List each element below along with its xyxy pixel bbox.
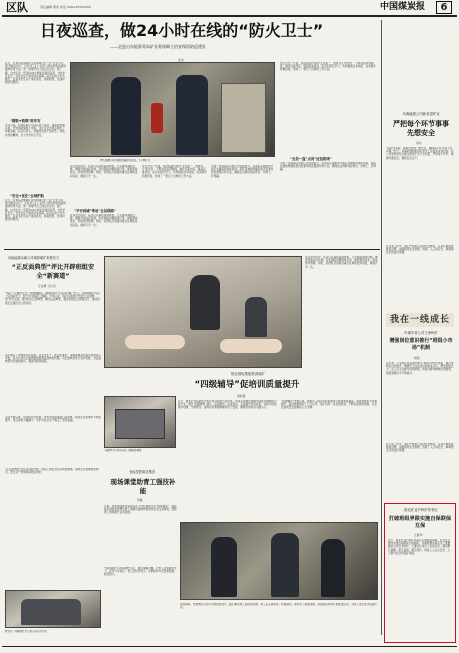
- classroom-photo: [104, 396, 176, 448]
- bottom-left-body: 日前，晋能控股煤业集团在井下作业现场开设“现场课堂”，由经验丰富的老师傅为青工讲解设备操作要领和安全注意事项，帮助青工快速提升业务技能。: [104, 505, 177, 515]
- bottom-center-body: 培训期间，老师傅们手把手传授经验技巧，耐心解答青工提出的问题。青工们认真听讲、积极提问，现场学习氛围浓厚。该集团将持续开展此类活动，为青工成长成才搭建平台。: [180, 603, 378, 610]
- left-story-body-2: 该矿制定了详细的评比标准，从安全生产、质量标准化、现场管理等方面对班组进行考核，每月评选出正面典型班组和反面典型班组。对正面典型进行表彰奖励，对反面典型进行通报批评，督促其整改提高。: [5, 354, 101, 364]
- left-story-kicker: 河南能源永煤公司城郊煤矿举措有力: [8, 256, 59, 260]
- center-story-body-right: “四级辅导”实施以来，参培员工的业务技能和综合素质明显提高，班组管理水平显著提升，培训效果得到了广泛认可。该矿将进一步总结经验，不断完善培训机制，为企业高质量发展提供人才支撑。: [281, 400, 378, 410]
- center-story-body-left: 近日，淮北矿业集团在芦岭矿举办班组长培训班。培训采用理论讲解与现场实操相结合的方式，通过“四级辅导”模式，层层推进、步步落实，全面提升培训质量。该模式包括集中授课、分组研讨、现场指导和跟踪辅导四个层级，确保培训内容入脑入心。: [178, 400, 277, 410]
- worker-figure-1: [211, 537, 237, 597]
- bottom-right-byline: 王新华: [414, 533, 423, 537]
- bottom-right-kicker: 淮北矿业芦岭矿综采区: [404, 508, 438, 512]
- lead-body-mid: 在巡逻过程中，队员们认真检查消防栓、灭火器等消防设施，确保设施完好有效。对发现的问题现场记录，督促整改落实，形成闭环管理。同时，巡逻队还加强对重点区域的夜间巡查，确保万无一失。: [70, 165, 138, 178]
- bottom-rule: [2, 646, 457, 647]
- right-story2-kicker: 中煤华晋公司王家岭矿: [404, 331, 438, 335]
- first-aid-photo: [104, 256, 302, 368]
- right-story-byline: 李东: [416, 141, 422, 145]
- right-story2-body: 近年来，王家岭矿在班组中推行“班组小市场”机制，通过市场化运作模式，增强员工岗位意识和成本意识，激发班组活力。员工们主动参与班组管理，积极为降本增效出谋划策，班组管理水平不断提升。: [386, 362, 454, 375]
- lead-photo-patrol: [70, 62, 275, 157]
- worker-figure-3: [321, 539, 345, 597]
- bottom-right-headline: 打破班组界限实施自保联保互保: [388, 516, 452, 529]
- page-number: 6: [436, 1, 452, 14]
- lead-headline: 日夜巡查，做24小时在线的“防火卫士”: [40, 21, 324, 40]
- lead-body-right: 在安全生产方面，巡逻队始终坚持“安全第一、预防为主”的方针，不断完善巡逻制度，细化巡查内容，提高巡查质量。队员们相互学习，共同提高业务技能，在实践中积累经验，形成了一套行之有效的工作方法。: [280, 62, 376, 72]
- worker-figure-2: [271, 533, 299, 597]
- lead-body-left-2: 今年以来，巡逻队累计出动巡查千余次，排查隐患数百项，开展消防演练十余场，为矿区安全稳定做出了积极贡献。队员们表示，将继续发扬不怕吃苦、连续作战的精神，全力守护矿区平安。: [5, 124, 65, 137]
- lead-body-mid-2: 在巡逻过程中，队员们认真检查消防栓、灭火器等消防设施，确保设施完好有效。对发现的问题现场记录，督促整改落实，形成闭环管理。同时，巡逻队还加强对重点区域的夜间巡查，确保万无一失。: [70, 214, 138, 227]
- lead-body-center-2: 为进一步提高队员的应急处置能力，巡逻队定期组织开展应急演练和技能培训，使队员熟练掌握各类突发事件的处置程序和方法，确保在关键时刻拉得出、冲得上、打得赢。: [211, 165, 274, 178]
- trainee-figure: [245, 297, 267, 337]
- bottom-right-body: 近日，淮北矿业芦岭矿综采区打破班组界限，在全区范围内实施自保联保互保制度。该制度要求每名员工既要做好自身安全防护，又要关注身边工友的安全，做到相互提醒、相互监督、相互保护，形成人人关心安全、人人参与安全的良好氛围。: [388, 539, 451, 555]
- right-story-kicker: 乌海能源公司新希望矿业: [402, 112, 440, 116]
- left-story-photo: [5, 590, 101, 628]
- group-figures: [21, 599, 81, 625]
- lead-subhead: ——走进山东能源青岛矿业务保障主治安保消防巡逻队: [110, 44, 206, 49]
- lead-body-center: 在安全生产方面，巡逻队始终坚持“安全第一、预防为主”的方针，不断完善巡逻制度，细化巡查内容，提高巡查质量。队员们相互学习，共同提高业务技能，在实践中积累经验，形成了一套行之有效的工作方法。: [142, 165, 207, 178]
- editor-line: 责任编辑 周亮 电话 0000-67555000: [40, 5, 91, 9]
- officer-figure-1: [111, 77, 141, 155]
- lead-sub1: “钢铁+铁锁”筑牢安: [10, 119, 41, 123]
- dummy-shape-2: [220, 339, 282, 353]
- right-story2-body-2: 在日常工作中，他们严格执行各项安全制度，认真开展隐患排查治理，加强现场安全管理，形成了人人讲安全、事事想安全的良好氛围。: [386, 443, 454, 453]
- paper-name: 中国煤炭报: [380, 2, 426, 12]
- bottom-center-photo: [180, 522, 378, 600]
- bottom-left-byline: 李磊: [137, 498, 143, 502]
- dummy-shape-1: [125, 335, 185, 349]
- left-story-byline: 王金勇 马小田: [38, 284, 56, 288]
- left-story-photo-caption: 图为员工“开展班组”正在进行安全互查学习。: [5, 630, 49, 633]
- lead-photo-caption: 图为巡逻队员对消防设施进行检查。王子照片文: [100, 159, 151, 162]
- lead-body-right-2: 为进一步提高队员的应急处置能力，巡逻队定期组织开展应急演练和技能培训，使队员熟练掌握各类突发事件的处置程序和方法，确保在关键时刻拉得出、冲得上、打得赢。: [280, 162, 376, 172]
- officer-figure-2: [176, 75, 208, 155]
- lead-sub3: “平安同城”带动“全员保障”: [74, 209, 116, 213]
- fire-extinguisher-shape: [151, 103, 163, 133]
- right-story-headline: 严把每个环节事事先想安全: [393, 120, 449, 137]
- lead-body-left: 近日，在青岛能源新矿业务保障分会一起“安全示范周”消防活动上，区队员工们一起学习防火知识和消防器材使用方法。进一步提升员工的安全意识。据了解，这支队伍一直坚持24小时轮流值班巡逻，守护矿区安全，为安全生产提供坚实保障。队员们每天早出晚归，巡查全矿区各个重点部位，排查隐患，发现问题及时整改。: [5, 62, 66, 85]
- masthead: [0, 0, 459, 15]
- lead-sub2: “安全+优化”全域护航: [10, 194, 44, 198]
- left-story-body: “我们一定要把安全工作做细做实，确保班组不出任何问题。”近日，在城郊煤矿综采一队班前会上，班长对全班职工强调。今年以来，该矿在班组中开展“正反面典型”评比活动，通过树立正面典型、曝光反面典型，激发班组安全管理活力，推动班组安全建设迈上新台阶。: [5, 292, 100, 305]
- right-story-body-2: 在日常工作中，他们严格执行各项安全制度，认真开展隐患排查治理，加强现场安全管理，形成了人人讲安全、事事想安全的良好氛围。: [386, 245, 454, 255]
- lead-body-left-3: 近日，在青岛能源新矿业务保障分会一起“安全示范周”消防活动上，区队员工们一起学习防火知识和消防器材使用方法。进一步提升员工的安全意识。据了解，这支队伍一直坚持24小时轮流值班巡逻，守护矿区安全，为安全生产提供坚实保障。队员们每天早出晚归，巡查全矿区各个重点部位，排查隐患，发现问题及时整改。: [5, 199, 66, 222]
- left-story-body-3: 活动开展以来，各班组比学赶超、争先创优的氛围日益浓厚，班组安全管理水平明显提升，违章现象大幅减少，为矿井安全生产奠定了坚实基础。: [5, 416, 101, 423]
- bottom-left-body-2: “现场课堂”以实际操作为主，理论讲解为辅，让青工在实践中学习、在学习中成长。青工们纷纷表示，这种培训方式直观易懂，收获很大。: [104, 567, 177, 577]
- right-story-body: “每次作业前，我都会先想一想安全，确保每个环节都不出问题。”近日，乌海能源新希望矿业员工在接受采访时说。该公司坚持把安全理念贯穿于生产全过程，严把每个环节，事事先想安全，确保安全生产。: [386, 147, 454, 160]
- cabinet-shape: [221, 83, 266, 153]
- center-story-kicker: 皖北煤电集团淮滨煤矿: [231, 372, 265, 376]
- bottom-left-headline: 现场课堂助青工强技补能: [110, 478, 176, 495]
- right-story2-byline: 杨阳: [414, 356, 420, 360]
- right-story2-headline: 增强岗位意识推行“班组小市场”机制: [389, 338, 453, 351]
- masthead-rule: [2, 15, 457, 17]
- bottom-left-kicker: 晋能控股煤业集团: [129, 470, 155, 474]
- lead-sub4: “全员一盘”点亮“应急防线”: [290, 157, 332, 161]
- classroom-caption: “老师傅”正在给年轻员工讲解操作要领。: [104, 449, 144, 452]
- machine-shape: [115, 409, 165, 439]
- center-story-byline: 刘彩霞: [237, 394, 246, 398]
- first-aid-caption: 在巡逻过程中，队员们认真检查消防栓、灭火器等消防设施，确保设施完好有效。对发现的问题现场记录，督促整改落实，形成闭环管理。同时，巡逻队还加强对重点区域的夜间巡查，确保万无一失。: [305, 256, 378, 269]
- right-column-divider: [381, 20, 382, 635]
- right-banner: 我在一线成长: [386, 313, 454, 327]
- lead-byline: 宋杰: [178, 58, 185, 62]
- trainer-figure: [190, 275, 220, 330]
- center-story-headline: “四级辅导”促培训质量提升: [194, 380, 300, 390]
- first-aid-caption-box: [305, 256, 379, 368]
- left-story-body-4: “正反面典型”评比活动的开展，使职工的安全意识明显增强，班组安全管理更加规范，安全生产形势持续稳定向好。: [5, 468, 99, 475]
- left-story-headline: “正反面典型”评比开辟班组安全“新赛道”: [11, 264, 95, 280]
- mid-rule: [4, 249, 380, 250]
- section-label: 区队: [6, 1, 28, 14]
